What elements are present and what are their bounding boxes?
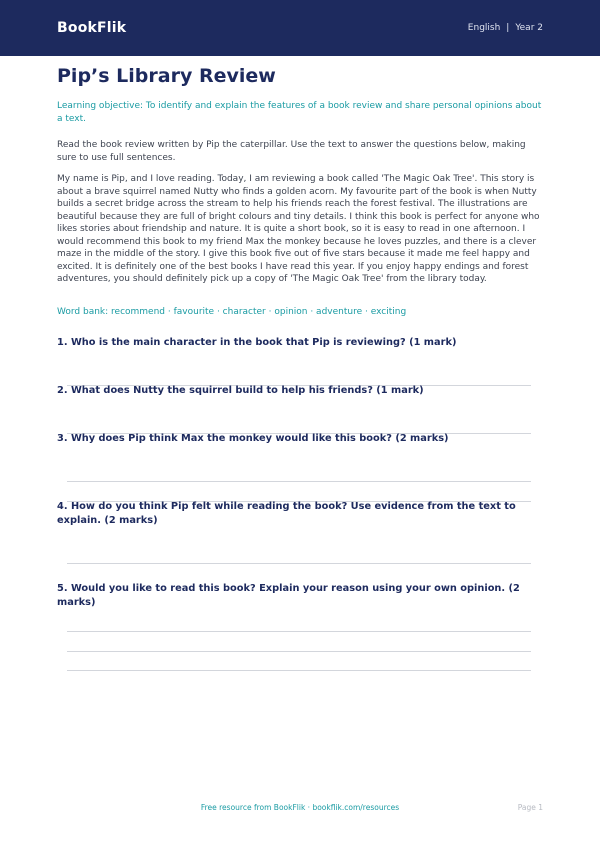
question-2: 2. What does Nutty the squirrel build to help his friends? (1 mark) — [57, 385, 424, 396]
word-bank: Word bank: recommend · favourite · character · opinion · adventure · exciting — [57, 307, 407, 317]
answer-line[interactable] — [67, 563, 531, 564]
page-title: Pip’s Library Review — [57, 65, 276, 87]
meta-separator: | — [506, 23, 510, 33]
learning-objective: Learning objective: To identify and explain the features of a book review and share personal opinions about a text. — [57, 101, 542, 124]
year-label: Year 2 — [515, 23, 543, 33]
question-1: 1. Who is the main character in the book that Pip is reviewing? (1 mark) — [57, 337, 457, 348]
answer-line[interactable] — [67, 481, 531, 482]
answer-line[interactable] — [67, 670, 531, 671]
question-5: 5. Would you like to read this book? Explain your reason using your own opinion. (2 marks) — [57, 583, 520, 608]
question-3: 3. Why does Pip think Max the monkey would like this book? (2 marks) — [57, 433, 449, 444]
book-review-text: My name is Pip, and I love reading. Today, I am reviewing a book called 'The Magic Oak Tree'. This story is about a brave squirrel named Nutty who finds a golden acorn. My favourite part of the book is when Nutty builds a secret bridge across the stream to help his friends reach the forest festival. The illustrations are beautiful because they are full of bright colours and tiny details. I think this book is perfect for anyone who likes stories about friendship and nature. It is quite a short book, so it is easy to read in one afternoon. I would recommend this book to my friend Max the monkey because he loves puzzles, and there is a clever maze in the middle of the story. I give this book five out of five stars because it made me feel happy and excited. It is definitely one of the best books I have read this year. If you enjoy happy endings and forest adventures, you should definitely pick up a copy of 'The Magic Oak Tree' from the library today. — [57, 174, 540, 285]
page-number: Page 1 — [517, 803, 543, 812]
page-header — [0, 0, 600, 56]
answer-line[interactable] — [67, 651, 531, 652]
answer-line[interactable] — [67, 631, 531, 632]
question-4: 4. How do you think Pip felt while reading the book? Use evidence from the text to explain. (2 marks) — [57, 501, 516, 526]
footer-credit[interactable]: Free resource from BookFlik · bookflik.com/resources — [200, 803, 400, 812]
subject-label: English — [467, 23, 501, 33]
brand-logo-text: BookFlik — [57, 20, 127, 36]
instructions-text: Read the book review written by Pip the caterpillar. Use the text to answer the questions below, making sure to use full sentences. — [57, 140, 526, 163]
header-meta — [468, 23, 543, 33]
page-footer — [0, 803, 600, 815]
